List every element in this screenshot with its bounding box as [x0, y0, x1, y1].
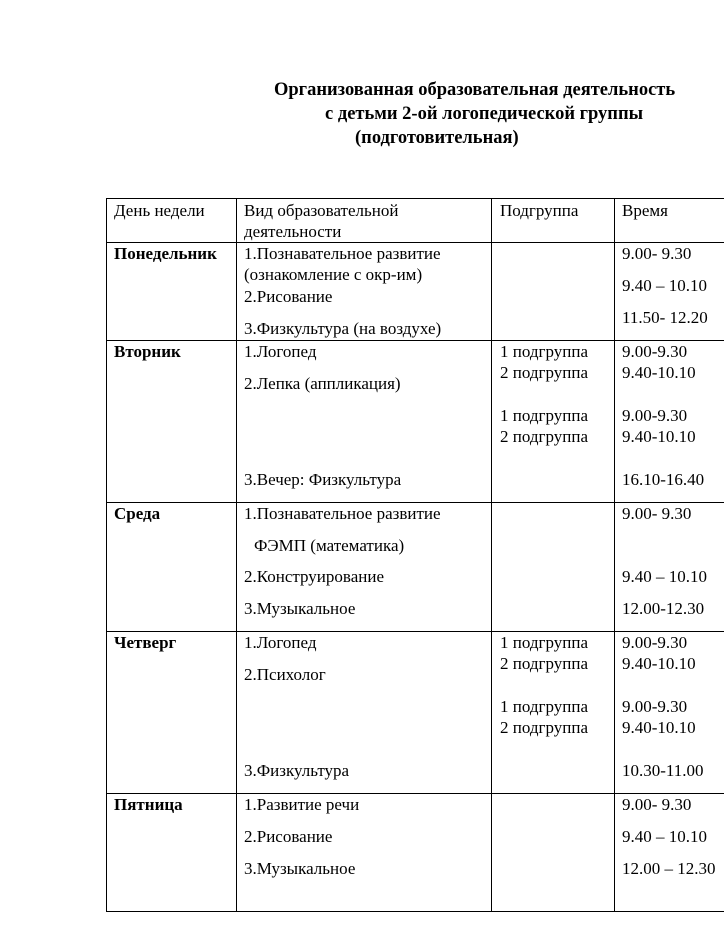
time-item: 12.00-12.30 — [622, 599, 705, 618]
table-border-top — [106, 198, 724, 199]
time-item: 10.30-11.00 — [622, 761, 704, 780]
subgroup-item: 1 подгруппа — [500, 406, 588, 425]
time-item: 9.40 – 10.10 — [622, 276, 707, 295]
activity-item: (ознакомление с окр-им) — [244, 265, 423, 284]
header-activity-line-2: деятельности — [244, 222, 342, 241]
table-column-divider — [491, 198, 492, 912]
time-item: 9.40-10.10 — [622, 363, 696, 382]
activity-item: 2.Рисование — [244, 287, 333, 306]
subgroup-item: 2 подгруппа — [500, 427, 588, 446]
page-title-line-2: с детьми 2-ой логопедической группы — [325, 104, 644, 124]
header-subgroup: Подгруппа — [500, 201, 579, 220]
table-border-left — [106, 198, 107, 912]
activity-item: 1.Развитие речи — [244, 795, 360, 814]
table-column-divider — [614, 198, 615, 912]
activity-item: 3.Музыкальное — [244, 859, 356, 878]
time-item: 16.10-16.40 — [622, 470, 705, 489]
activity-item: 1.Познавательное развитие — [244, 244, 441, 263]
subgroup-item: 1 подгруппа — [500, 633, 588, 652]
activity-item: 2.Психолог — [244, 665, 326, 684]
subgroup-item: 2 подгруппа — [500, 718, 588, 737]
header-activity-line-1: Вид образовательной — [244, 201, 399, 220]
time-item: 9.00- 9.30 — [622, 244, 692, 263]
activity-item: 3.Физкультура (на воздухе) — [244, 319, 442, 338]
activity-item: 2.Лепка (аппликация) — [244, 374, 401, 393]
table-border-bottom — [106, 911, 724, 912]
subgroup-item: 1 подгруппа — [500, 697, 588, 716]
activity-item: 1.Логопед — [244, 342, 317, 361]
activity-item: 3.Физкультура — [244, 761, 350, 780]
activity-item: 3.Музыкальное — [244, 599, 356, 618]
time-item: 9.40-10.10 — [622, 654, 696, 673]
time-item: 9.00-9.30 — [622, 697, 688, 716]
activity-item: 3.Вечер: Физкультура — [244, 470, 402, 489]
activity-item: 1.Познавательное развитие — [244, 504, 441, 523]
time-item: 12.00 – 12.30 — [622, 859, 716, 878]
activity-item: 2.Рисование — [244, 827, 333, 846]
time-item: 9.40 – 10.10 — [622, 827, 707, 846]
page-title-line-1: Организованная образовательная деятельность — [274, 80, 676, 100]
time-item: 9.00- 9.30 — [622, 795, 692, 814]
page-title-line-3: (подготовительная) — [355, 128, 519, 148]
table-column-divider — [236, 198, 237, 912]
header-time: Время — [622, 201, 668, 220]
activity-item: 2.Конструирование — [244, 567, 384, 586]
activity-item: 1.Логопед — [244, 633, 317, 652]
day-monday: Понедельник — [114, 244, 217, 263]
day-wednesday: Среда — [114, 504, 161, 523]
subgroup-item: 2 подгруппа — [500, 363, 588, 382]
activity-item: ФЭМП (математика) — [254, 536, 405, 555]
time-item: 9.40-10.10 — [622, 427, 696, 446]
time-item: 11.50- 12.20 — [622, 308, 708, 327]
time-item: 9.40-10.10 — [622, 718, 696, 737]
day-tuesday: Вторник — [114, 342, 181, 361]
subgroup-item: 1 подгруппа — [500, 342, 588, 361]
time-item: 9.40 – 10.10 — [622, 567, 707, 586]
subgroup-item: 2 подгруппа — [500, 654, 588, 673]
header-day: День недели — [114, 201, 205, 220]
time-item: 9.00-9.30 — [622, 342, 688, 361]
time-item: 9.00-9.30 — [622, 633, 688, 652]
time-item: 9.00-9.30 — [622, 406, 688, 425]
day-friday: Пятница — [114, 795, 183, 814]
time-item: 9.00- 9.30 — [622, 504, 692, 523]
day-thursday: Четверг — [114, 633, 177, 652]
